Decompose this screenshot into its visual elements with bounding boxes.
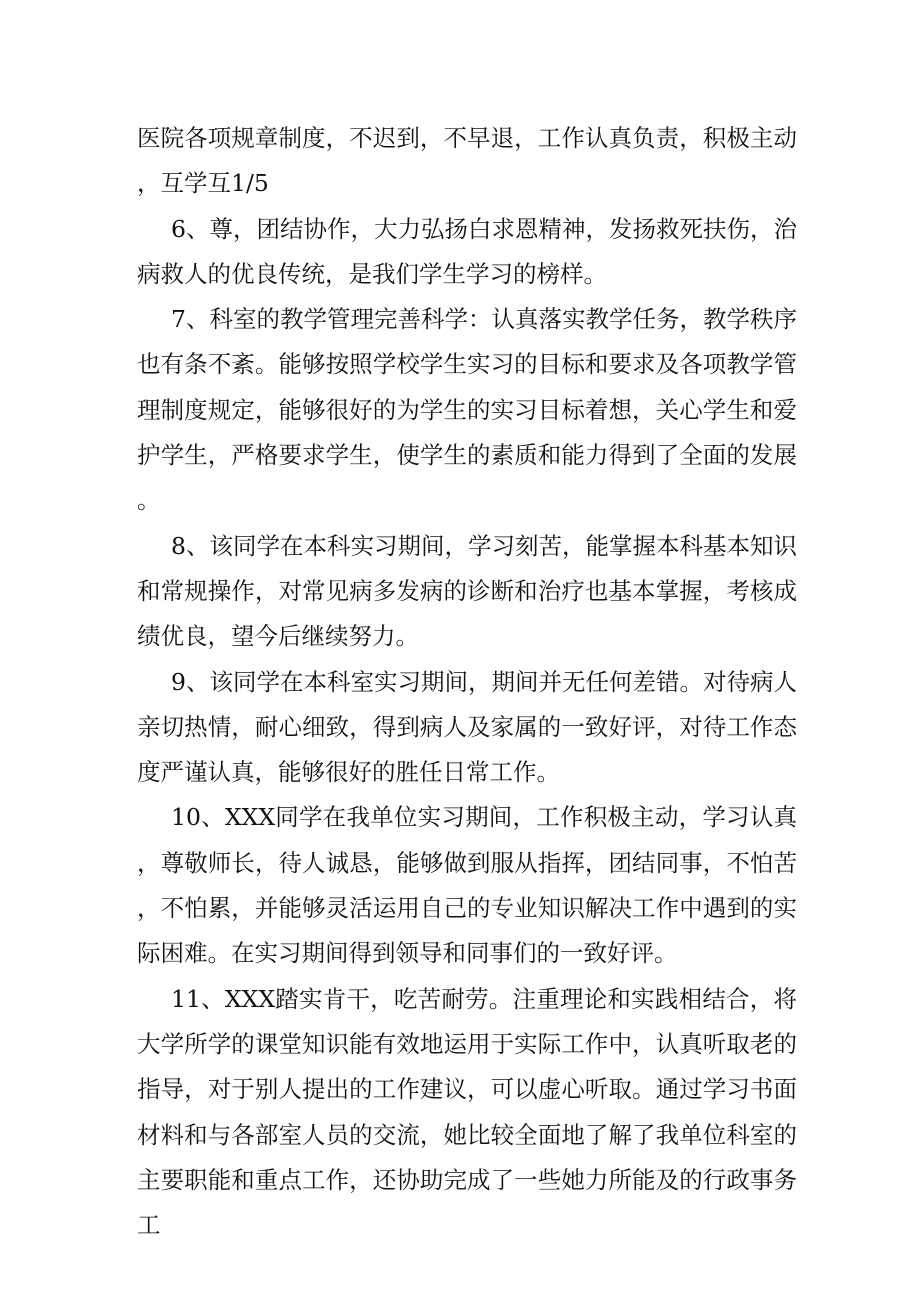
paragraph-continued: 医院各项规章制度，不迟到，不早退，工作认真负责，积极主动，互学互1/5 (137, 124, 797, 198)
paragraph-7: 7、科室的教学管理完善科学：认真落实教学任务，教学秩序也有条不紊。能够按照学校学生实习的目标和要求及各项教学管理制度规定，能够很好的为学生的实习目标着想，关心学生和爱护学生，严格要求学生，使学生的素质和能力得到了全面的发展。 (137, 305, 797, 515)
document-body (137, 116, 797, 1248)
paragraph-10: 10、XXX同学在我单位实习期间，工作积极主动，学习认真，尊敬师长，待人诚恳，能够做到服从指挥，团结同事，不怕苦，不怕累，并能够灵活运用自己的专业知识解决工作中遇到的实际困难。在实习期间得到领导和同事们的一致好评。 (137, 803, 797, 968)
paragraph-11: 11、XXX踏实肯干，吃苦耐劳。注重理论和实践相结合，将大学所学的课堂知识能有效地运用于实际工作中，认真听取老的指导，对于别人提出的工作建议，可以虚心听取。通过学习书面材料和与各部室人员的交流，她比较全面地了解了我单位科室的主要职能和重点工作，还协助完成了一些她力所能及的行政事务工 (137, 984, 797, 1240)
paragraph-9: 9、该同学在本科室实习期间，期间并无任何差错。对待病人亲切热情，耐心细致，得到病人及家属的一致好评，对待工作态度严谨认真，能够很好的胜任日常工作。 (137, 667, 797, 787)
paragraph-8: 8、该同学在本科实习期间，学习刻苦，能掌握本科基本知识和常规操作，对常见病多发病的诊断和治疗也基本掌握，考核成绩优良，望今后继续努力。 (137, 531, 797, 651)
paragraph-6: 6、尊，团结协作，大力弘扬白求恩精神，发扬救死扶伤，治病救人的优良传统，是我们学生学习的榜样。 (137, 214, 797, 288)
